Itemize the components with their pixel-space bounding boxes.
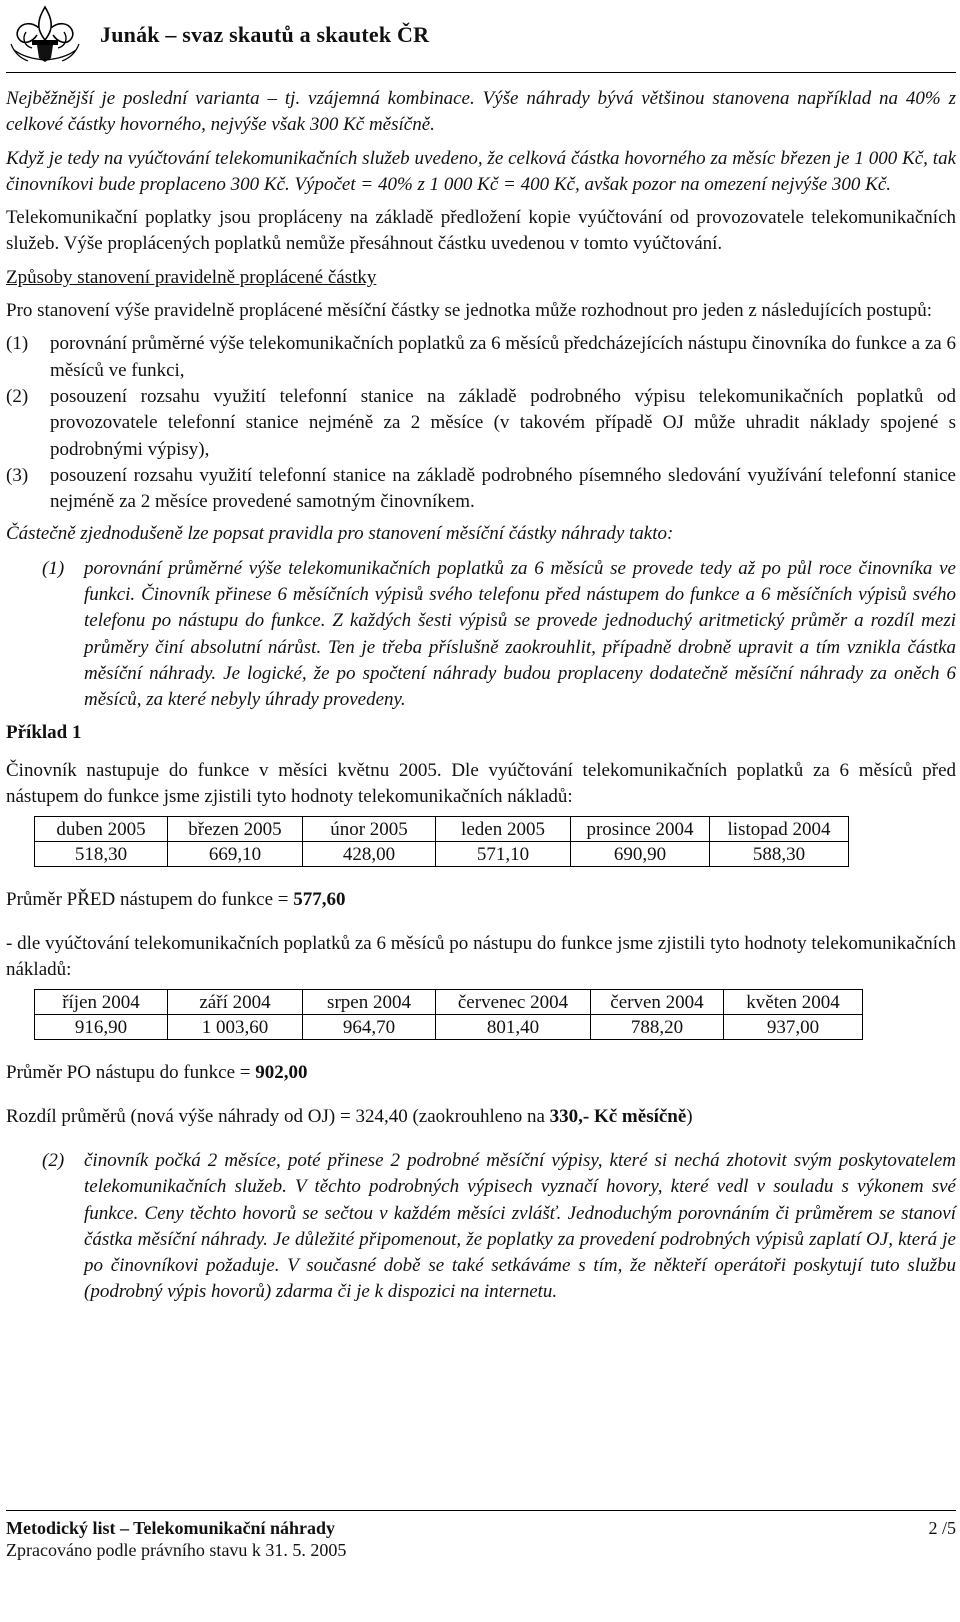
methods-list [6,331,956,515]
table-cell: červen 2004 [591,990,724,1015]
table-cell: prosince 2004 [571,817,710,842]
organization-title: Junák – svaz skautů a skautek ČR [100,22,430,47]
table-cell: 801,40 [436,1015,591,1040]
table-row [35,1015,863,1040]
section-heading-methods: Způsoby stanovení pravidelně proplácené částky [6,266,377,288]
table-cell: srpen 2004 [303,990,436,1015]
average-before-value: 577,60 [293,889,346,911]
example-march-calculation: Výpočet = 40% z 1 000 Kč = 400 Kč, avšak pozor na omezení nejvýše 300 Kč. [289,173,892,195]
table-cell: 964,70 [303,1015,436,1040]
example-title: Příklad 1 [6,721,82,743]
list-item-text: činovník počká 2 měsíce, poté přinese 2 podrobné měsíční výpisy, které si nechá zhotovit svým poskytovatelem telekomunikačních služeb. V těchto podrobných výpisech vyznačí hovory, které vedl v souladu s výkonem své funkce. Ceny těchto hovorů se sečtou v každém měsíci zvlášť. Jednoduchým porovnáním či průměrem se stanoví částka měsíční náhrady. Je důležité připomenout, že poplatky za provedení podrobných výpisů zaplatí OJ, která je po činovníkovi požaduje. V současné době se také setkáváme s tím, že někteří operátoři poskytují tuto službu (podrobný výpis hovorů) zdarma či je k dispozici na internetu. [84,1149,956,1303]
list-item-number: (2) [6,385,29,407]
paragraph-methods-intro: Pro stanovení výše pravidelně proplácené měsíční částky se jednotka může rozhodnout pro jeden z následujících postupů: [6,300,932,322]
table-cell: 788,20 [591,1015,724,1040]
table-cell: 669,10 [168,842,303,867]
average-after-label: Průměr PO nástupu do funkce = [6,1062,256,1084]
list-item [6,556,956,714]
list-item [6,463,956,516]
footer-divider [6,1510,956,1511]
table-after-costs [34,989,863,1040]
table-cell: 518,30 [35,842,168,867]
table-cell: listopad 2004 [710,817,849,842]
table-cell: říjen 2004 [35,990,168,1015]
paragraph-after-intro: - dle vyúčtování telekomunikačních poplatků za 6 měsíců po nástupu do funkce jsme zjistili tyto hodnoty telekomunikačních nákladů: [6,932,956,981]
header-divider [6,72,956,73]
page-header [6,0,956,80]
table-cell: červenec 2004 [436,990,591,1015]
paragraph-simplified-rules: Částečně zjednodušeně lze popsat pravidla pro stanovení měsíční částky náhrady takto: [6,523,674,545]
list-item [6,331,956,384]
list-item [6,1148,956,1306]
list-item-number: (3) [6,464,29,486]
footer-legal-note: Zpracováno podle právního stavu k 31. 5. 2005 [6,1540,347,1560]
table-row [35,842,849,867]
paragraph-variant: Nejběžnější je poslední varianta – tj. vzájemná kombinace. Výše náhrady bývá většinou stanovena například na 40% z celkové částky hovorného, nejvýše však 300 Kč měsíčně. [6,88,956,136]
list-item-text: porovnání průměrné výše telekomunikačních poplatků za 6 měsíců předcházejících nástupu činovníka do funkce a za 6 měsíců ve funkci, [50,333,956,381]
table-cell: září 2004 [168,990,303,1015]
paragraph-example-march [6,146,956,199]
average-after-value: 902,00 [255,1062,308,1084]
average-after [6,1060,956,1086]
list-item [6,384,956,463]
average-before [6,887,956,913]
list-item-text: posouzení rozsahu využití telefonní stanice na základě podrobného písemného sledování využívání telefonní stanice nejméně za 2 měsíce provedené samotným činovníkem. [50,464,956,513]
page-footer [6,1510,956,1561]
list-item-number: (1) [6,333,29,355]
table-cell: 588,30 [710,842,849,867]
lily-emblem-icon [8,4,82,64]
document-body [6,86,956,1310]
example-march-text: Když je tedy na vyúčtování telekomunikačních služeb uvedeno, že celková částka hovorného za měsíc březen je 1 000 Kč, tak činovníkovi bude proplaceno 300 Kč. [6,147,956,195]
table-cell: květen 2004 [724,990,863,1015]
page-number: 2 /5 [928,1518,956,1538]
list-item-text: porovnání průměrné výše telekomunikačních poplatků za 6 měsíců se provede tedy až po půl roce činovníka ve funkci. Činovník přinese 6 měsíčních výpisů svého telefonu před nástupem do funkce a 6 měsíčních výpisů svého telefonu po nástupu do funkce. Z každých šesti výpisů se provede jednoduchý aritmetický průměr a rozdíl mezi průměry činí absolutní nárůst. Ten je třeba příslušně zaokrouhlit, případně drobně upravit a tím vznikla částka měsíční náhrady. Je logické, že po spočtení náhrady budou proplaceny dodatečně měsíční náhrady za oněch 6 měsíců, za které nebyly úhrady provedeny. [84,557,956,711]
footer-document-title: Metodický list – Telekomunikační náhrady [6,1518,336,1538]
table-row [35,990,863,1015]
table-cell: 916,90 [35,1015,168,1040]
table-before-costs [34,816,849,867]
table-cell: 428,00 [303,842,436,867]
average-before-label: Průměr PŘED nástupem do funkce = [6,889,294,911]
rules-list-2 [6,1148,956,1306]
table-cell: 690,90 [571,842,710,867]
table-cell: 937,00 [724,1015,863,1040]
table-cell: březen 2005 [168,817,303,842]
rules-list-1 [6,556,956,714]
table-row [35,817,849,842]
table-cell: leden 2005 [436,817,571,842]
paragraph-reimbursement-basis: Telekomunikační poplatky jsou propláceny na základě předložení kopie vyúčtování od provozovatele telekomunikačních služeb. Výše proplácených poplatků nemůže přesáhnout částku uvedenou v tomto vyúčtování. [6,207,956,255]
paragraph-example-intro: Činovník nastupuje do funkce v měsíci květnu 2005. Dle vyúčtování telekomunikačních poplatků za 6 měsíců před nástupem do funkce jsme zjistili tyto hodnoty telekomunikačních nákladů: [6,759,956,808]
difference-value: 330,- Kč měsíčně [549,1105,687,1127]
list-item-text: posouzení rozsahu využití telefonní stanice na základě podrobného výpisu telekomunikačních poplatků od provozovatele telefonní stanice nejméně za 2 měsíce (v takovém případě OJ může uhradit náklady spojené s podrobnými výpisy), [50,385,956,460]
table-cell: 1 003,60 [168,1015,303,1040]
table-cell: duben 2005 [35,817,168,842]
table-cell: 571,10 [436,842,571,867]
list-item-number: (2) [42,1149,65,1171]
average-difference [6,1104,956,1130]
table-cell: únor 2005 [303,817,436,842]
difference-end: ) [686,1105,693,1127]
list-item-number: (1) [42,557,65,579]
difference-label: Rozdíl průměrů (nová výše náhrady od OJ) = 324,40 (zaokrouhleno na [6,1105,550,1127]
